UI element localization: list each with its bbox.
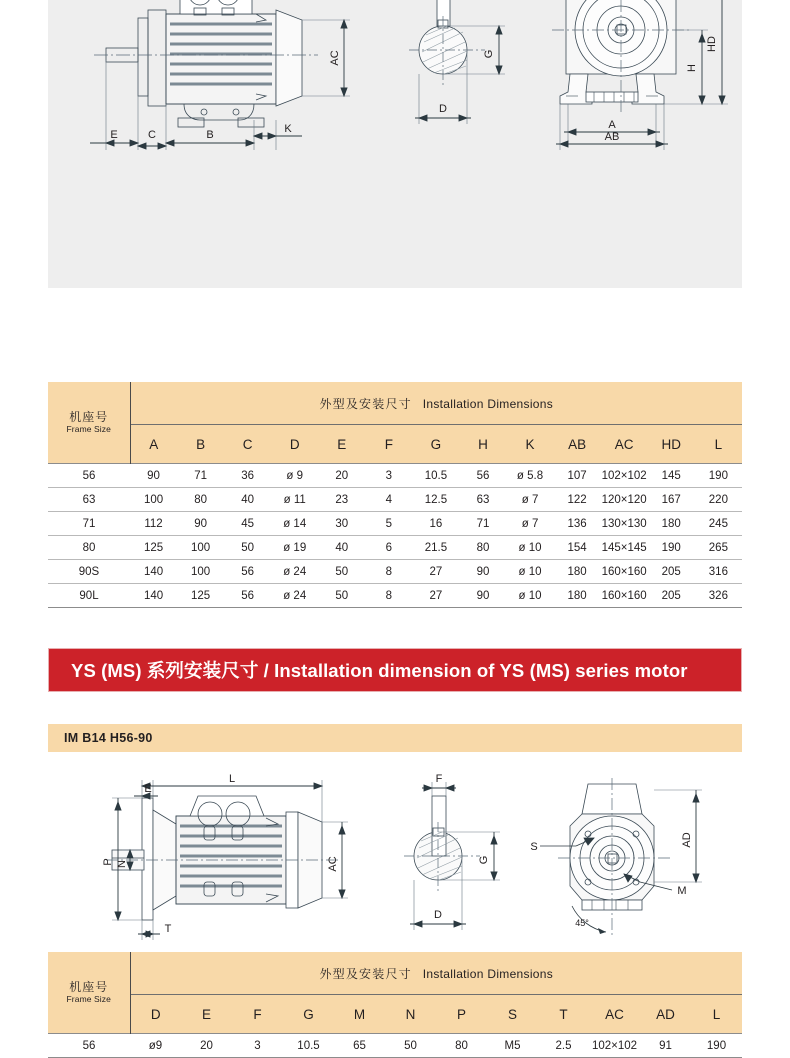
column-header-N: N — [385, 995, 436, 1034]
dim-label-HD: HD — [706, 36, 718, 52]
cell-H: 63 — [459, 488, 506, 512]
cell-L: 316 — [695, 560, 742, 584]
cell-HD: 167 — [648, 488, 695, 512]
cell-D: ø 9 — [271, 464, 318, 488]
cell-AC: 120×120 — [601, 488, 648, 512]
section-banner-text: YS (MS) 系列安装尺寸 / Installation dimension of YS (MS) series motor — [71, 660, 688, 681]
dim-label-C: C — [148, 129, 156, 141]
dim-label-AD: AD — [681, 832, 693, 848]
cell-AB: 154 — [554, 536, 601, 560]
dim-label-AC: AC — [329, 50, 341, 66]
column-header-G: G — [412, 425, 459, 464]
cell-B: 71 — [177, 464, 224, 488]
cell-F: 8 — [365, 560, 412, 584]
shaft-cross-section — [393, 2, 563, 162]
cell-B: 125 — [177, 584, 224, 608]
cell-F: 8 — [365, 584, 412, 608]
column-header-H: H — [459, 425, 506, 464]
cell-K: ø 5.8 — [507, 464, 554, 488]
cell-E: 30 — [318, 512, 365, 536]
column-header-AC: AC — [601, 425, 648, 464]
top-drawing-panel — [48, 0, 742, 288]
cell-E: 40 — [318, 536, 365, 560]
frame-size-label-en: Frame Size — [66, 424, 111, 435]
cell-L: 220 — [695, 488, 742, 512]
cell-AB: 180 — [554, 584, 601, 608]
group-header-cn: 外型及安装尺寸 — [319, 396, 412, 411]
table-row — [48, 464, 742, 488]
column-header-E: E — [181, 995, 232, 1034]
cell-L: 190 — [695, 464, 742, 488]
cell-F: 4 — [365, 488, 412, 512]
group-header-cn-b14: 外型及安装尺寸 — [319, 966, 412, 981]
column-header-F: F — [365, 425, 412, 464]
frame-size-header-b14 — [48, 952, 130, 1034]
table-row — [48, 584, 742, 608]
cell-L: 245 — [695, 512, 742, 536]
group-header-b14 — [130, 952, 742, 995]
cell-AB: 180 — [554, 560, 601, 584]
cell-F: 6 — [365, 536, 412, 560]
cell-G: 21.5 — [412, 536, 459, 560]
table-row — [48, 536, 742, 560]
cell-S: M5 — [487, 1034, 538, 1058]
table-row — [48, 488, 742, 512]
cell-AC: 145×145 — [601, 536, 648, 560]
bottom-drawing-panel — [48, 758, 742, 950]
dim-label-E: E — [110, 129, 118, 141]
cell-HD: 205 — [648, 584, 695, 608]
column-header-AD: AD — [640, 995, 691, 1034]
installation-dimensions-table-b14 — [48, 952, 742, 1058]
cell-D: ø 24 — [271, 584, 318, 608]
frame-size-header — [48, 382, 130, 464]
column-header-M: M — [334, 995, 385, 1034]
cell-M: 65 — [334, 1034, 385, 1058]
cell-A: 140 — [130, 584, 177, 608]
shaft-cross-section-b14 — [400, 772, 520, 947]
dim-label-E: E — [144, 783, 152, 795]
dim-label-P: P — [102, 858, 114, 866]
column-header-L: L — [695, 425, 742, 464]
cell-frame-size: 63 — [48, 488, 130, 512]
cell-F: 5 — [365, 512, 412, 536]
cell-AC: 130×130 — [601, 512, 648, 536]
cell-frame-size: 56 — [48, 1034, 130, 1058]
cell-AB: 122 — [554, 488, 601, 512]
cell-HD: 180 — [648, 512, 695, 536]
cell-H: 90 — [459, 584, 506, 608]
cell-H: 71 — [459, 512, 506, 536]
cell-D: ø9 — [130, 1034, 181, 1058]
cell-E: 20 — [181, 1034, 232, 1058]
table-row — [48, 560, 742, 584]
dim-label-H: H — [686, 64, 698, 72]
frame-size-label-en-b14: Frame Size — [66, 994, 111, 1005]
cell-L: 265 — [695, 536, 742, 560]
cell-AD: 91 — [640, 1034, 691, 1058]
dim-label-AC: AC — [327, 856, 339, 872]
cell-D: ø 11 — [271, 488, 318, 512]
cell-B: 100 — [177, 536, 224, 560]
cell-A: 140 — [130, 560, 177, 584]
dim-label-L: L — [228, 773, 236, 785]
cell-A: 90 — [130, 464, 177, 488]
cell-B: 90 — [177, 512, 224, 536]
group-header-en-b14: Installation Dimensions — [422, 966, 554, 981]
dim-label-AB: AB — [604, 131, 620, 143]
cell-C: 50 — [224, 536, 271, 560]
table-row — [48, 512, 742, 536]
angle-label-45: 45° — [575, 918, 589, 928]
cell-C: 56 — [224, 584, 271, 608]
cell-D: ø 19 — [271, 536, 318, 560]
cell-G: 27 — [412, 560, 459, 584]
cell-E: 20 — [318, 464, 365, 488]
motor-front-view-b3 — [548, 0, 748, 162]
dim-label-T: T — [164, 923, 172, 935]
cell-G: 27 — [412, 584, 459, 608]
cell-frame-size: 56 — [48, 464, 130, 488]
column-header-K: K — [507, 425, 554, 464]
installation-dimensions-table-b3 — [48, 382, 742, 608]
cell-frame-size: 71 — [48, 512, 130, 536]
cell-K: ø 10 — [507, 560, 554, 584]
cell-frame-size: 90L — [48, 584, 130, 608]
frame-size-label-cn: 机座号 — [69, 409, 109, 424]
frame-size-label-cn-b14: 机座号 — [69, 979, 109, 994]
column-header-D: D — [130, 995, 181, 1034]
cell-G: 10.5 — [283, 1034, 334, 1058]
cell-H: 90 — [459, 560, 506, 584]
section-banner — [48, 648, 742, 692]
cell-K: ø 7 — [507, 512, 554, 536]
column-header-T: T — [538, 995, 589, 1034]
column-header-HD: HD — [648, 425, 695, 464]
column-header-B: B — [177, 425, 224, 464]
cell-N: 50 — [385, 1034, 436, 1058]
cell-AB: 136 — [554, 512, 601, 536]
column-header-E: E — [318, 425, 365, 464]
cell-G: 16 — [412, 512, 459, 536]
cell-C: 56 — [224, 560, 271, 584]
dim-label-D: D — [439, 103, 447, 115]
subsection-header — [48, 724, 742, 752]
cell-K: ø 10 — [507, 536, 554, 560]
cell-AC: 160×160 — [601, 584, 648, 608]
dim-label-F: F — [435, 773, 443, 785]
column-header-AC: AC — [589, 995, 640, 1034]
cell-HD: 145 — [648, 464, 695, 488]
cell-HD: 205 — [648, 560, 695, 584]
group-header-en: Installation Dimensions — [422, 396, 554, 411]
cell-L: 326 — [695, 584, 742, 608]
cell-L: 190 — [691, 1034, 742, 1058]
cell-C: 40 — [224, 488, 271, 512]
cell-F: 3 — [232, 1034, 283, 1058]
dim-label-S: S — [530, 841, 538, 853]
cell-D: ø 14 — [271, 512, 318, 536]
cell-frame-size: 90S — [48, 560, 130, 584]
column-header-D: D — [271, 425, 318, 464]
cell-frame-size: 80 — [48, 536, 130, 560]
column-header-AB: AB — [554, 425, 601, 464]
cell-H: 80 — [459, 536, 506, 560]
motor-side-view-b14 — [98, 772, 368, 947]
dim-label-G: G — [478, 855, 490, 865]
column-header-G: G — [283, 995, 334, 1034]
group-header-b3 — [130, 382, 742, 425]
motor-side-view-b3 — [88, 0, 388, 160]
column-header-C: C — [224, 425, 271, 464]
cell-P: 80 — [436, 1034, 487, 1058]
cell-F: 3 — [365, 464, 412, 488]
dim-label-M: M — [677, 885, 687, 897]
cell-HD: 190 — [648, 536, 695, 560]
cell-E: 23 — [318, 488, 365, 512]
subsection-header-text: IM B14 H56-90 — [64, 731, 153, 745]
cell-B: 100 — [177, 560, 224, 584]
dim-label-G: G — [483, 49, 495, 59]
cell-K: ø 7 — [507, 488, 554, 512]
column-header-P: P — [436, 995, 487, 1034]
column-header-A: A — [130, 425, 177, 464]
cell-D: ø 24 — [271, 560, 318, 584]
cell-AB: 107 — [554, 464, 601, 488]
cell-G: 12.5 — [412, 488, 459, 512]
cell-K: ø 10 — [507, 584, 554, 608]
cell-A: 112 — [130, 512, 177, 536]
cell-C: 45 — [224, 512, 271, 536]
cell-A: 100 — [130, 488, 177, 512]
cell-G: 10.5 — [412, 464, 459, 488]
dim-label-A: A — [608, 119, 616, 131]
cell-E: 50 — [318, 560, 365, 584]
cell-E: 50 — [318, 584, 365, 608]
cell-T: 2.5 — [538, 1034, 589, 1058]
dim-label-K: K — [284, 123, 292, 135]
cell-AC: 160×160 — [601, 560, 648, 584]
cell-AC: 102×102 — [601, 464, 648, 488]
dim-label-D: D — [434, 909, 442, 921]
cell-A: 125 — [130, 536, 177, 560]
cell-C: 36 — [224, 464, 271, 488]
cell-B: 80 — [177, 488, 224, 512]
table-row — [48, 1034, 742, 1058]
column-header-L: L — [691, 995, 742, 1034]
column-header-S: S — [487, 995, 538, 1034]
dim-label-N: N — [116, 860, 128, 868]
cell-AC: 102×102 — [589, 1034, 640, 1058]
column-header-F: F — [232, 995, 283, 1034]
cell-H: 56 — [459, 464, 506, 488]
dim-label-B: B — [206, 129, 214, 141]
motor-flange-face-view — [520, 770, 720, 948]
